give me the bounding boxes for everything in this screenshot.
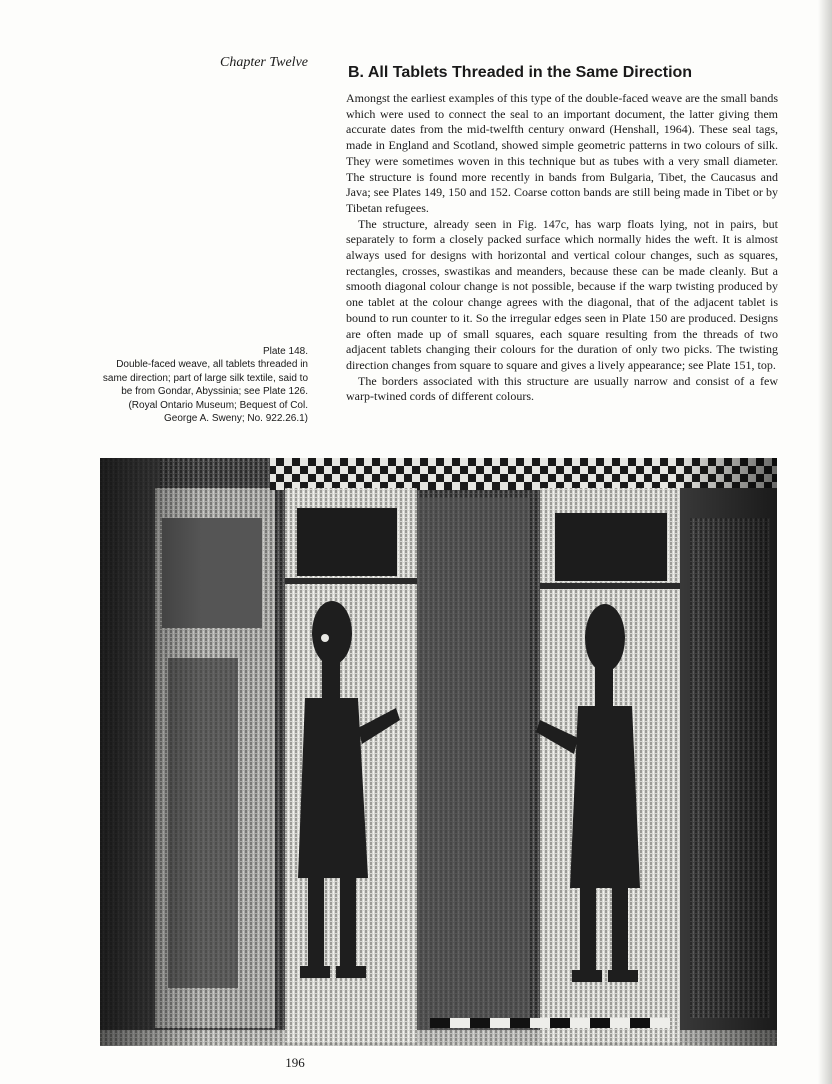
running-head: Chapter Twelve [219,55,308,70]
plate-label: Plate 148. [262,346,308,357]
paragraph: Amongst the earliest examples of this type of the double-faced weave are the small bands which were used to connect the seal to an important document, the latter giving them accurate dates from the mid-twelfth century onward (Henshall, 1964). These seal tags, made in England and Scotland, showed simple geometric patterns in two colours of silk. They were sometimes woven in this technique but as tubes with a very small diameter. The structure is found more recently in bands from Bulgaria, Tibet, the Caucasus and Java; see Plates 149, 150 and 152. Coarse cotton bands are still being made in Tibet or by Tibetan refugees. [346,91,778,215]
caption-text: Double-faced weave, all tablets threaded in same direction; part of large silk textile, said to be from Gondar, Abyssinia; see Plate 126. (Royal Ontario Museum; Bequest of Col. George A. Sweny; No. 922.26.1) [102,359,308,425]
plate-photograph [100,458,777,1046]
page-edge-shadow [818,0,832,1084]
section-title: B. All Tablets Threaded in the Same Direction [348,64,693,81]
paragraph: The borders associated with this structure are usually narrow and consist of a few warp-twined cords of different colours. [346,373,778,404]
textile-photo-illustration [100,458,777,1046]
body-text [346,91,778,405]
paragraph: The structure, already seen in Fig. 147c, has warp floats lying, not in pairs, but separately to form a closely packed surface which normally hides the weft. It is almost always used for designs with horizontal and vertical colour changes, such as squares, rectangles, crosses, swastikas and meanders, because these can be made cleanly. But a smooth diagonal colour change is not possible, because if the warp twisting produced by one tablet at the colour change agrees with the diagonal, that of the adjacent tablet is bound to run counter to it. So the irregular edges seen in Plate 150 are produced. Designs are often made up of small squares, each square resulting from the threads of two adjacent tablets changing their colours for the duration of only two picks. The twisting direction changes from square to square and gives a lively appearance; see Plate 151, top. [346,216,778,372]
plate-caption [100,345,308,425]
page-number: 196 [285,1055,305,1070]
